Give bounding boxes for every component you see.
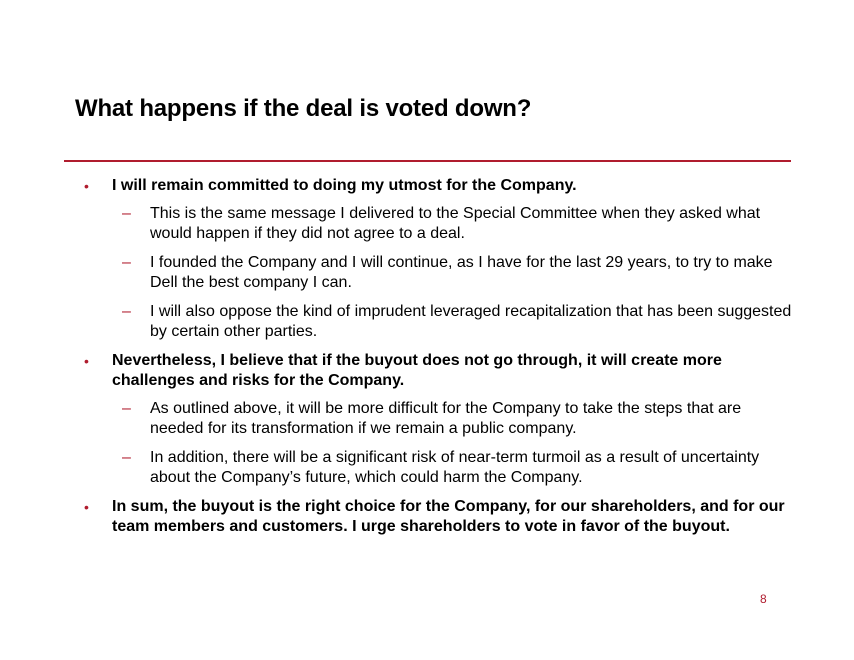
bullet-text: In sum, the buyout is the right choice for the Company, for our shareholders, and for our team members and customers. I urge shareholders to vote in favor of the buyout. (112, 498, 785, 535)
sub-list-2 (0, 399, 854, 488)
bullet-marker: • (84, 499, 89, 515)
dash-marker: – (122, 449, 131, 466)
dash-marker: – (122, 303, 131, 320)
slide-title: What happens if the deal is voted down? (75, 95, 532, 122)
bullet-item-3 (0, 497, 854, 537)
sub-item (0, 448, 854, 488)
bullet-marker: • (84, 178, 89, 194)
sub-list-1 (0, 204, 854, 342)
sub-text: In addition, there will be a significant risk of near-term turmoil as a result of uncertainty about the Company’s future, which could harm the Company. (150, 449, 760, 486)
bullet-text: I will remain committed to doing my utmost for the Company. (112, 177, 577, 194)
dash-marker: – (122, 205, 131, 222)
sub-item (0, 253, 854, 293)
sub-item (0, 302, 854, 342)
dash-marker: – (122, 254, 131, 271)
bullet-marker: • (84, 353, 89, 369)
sub-item (0, 399, 854, 439)
sub-text: I founded the Company and I will continue, as I have for the last 29 years, to try to make Dell the best company I can. (150, 254, 773, 291)
title-divider (64, 160, 791, 162)
sub-text: This is the same message I delivered to the Special Committee when they asked what would happen if they did not agree to a deal. (150, 205, 761, 242)
sub-item (0, 204, 854, 244)
dash-marker: – (122, 400, 131, 417)
bullet-list (0, 176, 854, 537)
bullet-text: Nevertheless, I believe that if the buyout does not go through, it will create more challenges and risks for the Company. (112, 352, 722, 389)
bullet-item-1 (0, 176, 854, 196)
sub-text: As outlined above, it will be more difficult for the Company to take the steps that are needed for its transformation if we remain a public company. (150, 400, 742, 437)
bullet-item-2 (0, 351, 854, 391)
sub-text: I will also oppose the kind of imprudent leveraged recapitalization that has been suggested by certain other parties. (150, 303, 792, 340)
page-number: 8 (760, 592, 767, 606)
